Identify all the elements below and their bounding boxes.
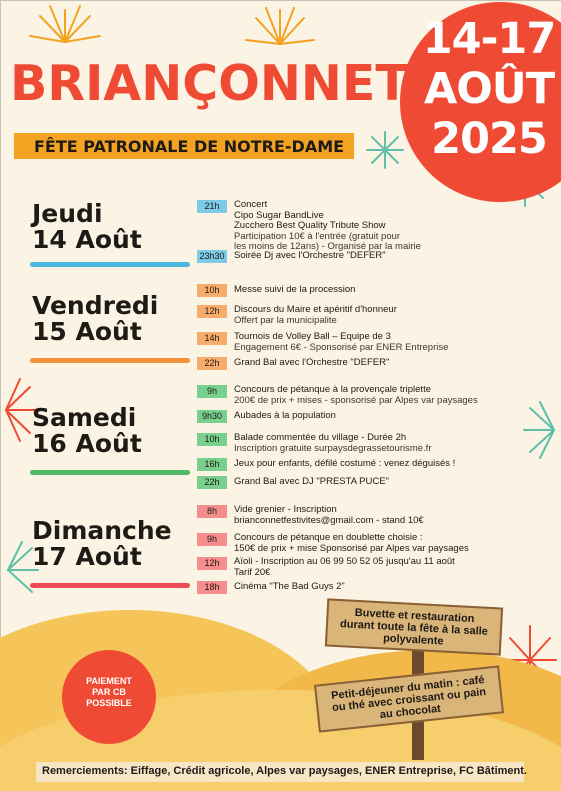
day-heading-dimanche (32, 518, 172, 570)
day-heading-samedi (32, 405, 142, 457)
frame-top (0, 0, 561, 1)
event-text (234, 477, 554, 488)
event-line: Grand Bal avec DJ "PRESTA PUCE" (234, 476, 389, 487)
date-year: 2025 (431, 114, 547, 164)
event-text (234, 332, 554, 353)
event-text (234, 557, 554, 578)
event-text (234, 505, 554, 526)
day-date: 17 Août (32, 542, 142, 571)
time-tag: 12h (197, 305, 227, 318)
event-line: Aïoli - Inscription au 06 99 50 52 05 jusqu'au 11 août (234, 556, 455, 567)
event-subline: les moins de 12ans) - Organisé par la mairie (234, 241, 421, 252)
time-tag: 22h (197, 357, 227, 370)
day-underline-vendredi (30, 358, 190, 363)
sign-buvette-text: Buvette et restauration durant toute la fête à la salle polyvalente (339, 606, 489, 648)
payment-badge (62, 650, 156, 744)
day-underline-samedi (30, 470, 190, 475)
event-text (234, 582, 554, 593)
date-month: AOÛT (423, 64, 555, 114)
event-line: Soirée Dj avec l'Orchestre "DEFER" (234, 250, 386, 261)
day-date: 14 Août (32, 225, 142, 254)
thanks-text: Remerciements: Eiffage, Crédit agricole, Alpes var paysages, ENER Entreprise, FC Bâtiment. (42, 765, 527, 777)
day-name: Dimanche (32, 516, 172, 545)
event-subline: Participation 10€ à l'entrée (gratuit pour (234, 230, 401, 242)
time-tag: 23h30 (197, 250, 227, 263)
day-name: Vendredi (32, 291, 159, 320)
event-subline: Inscription gratuite surpaysdegrassetourisme.fr (234, 442, 432, 454)
event-text (234, 251, 554, 262)
event-line: Concours de pétanque en doublette choisie : (234, 532, 423, 543)
time-tag: 14h (197, 332, 227, 345)
event-text (234, 305, 554, 326)
day-underline-jeudi (30, 262, 190, 267)
sign-petit-dejeuner-text: Petit-déjeuner du matin : café ou thé avec croissant ou pain au chocolat (330, 674, 487, 722)
poster-title: BRIANÇONNET (10, 55, 409, 112)
badge-line: PAIEMENT (86, 676, 132, 686)
event-line: Cinéma "The Bad Guys 2" (234, 581, 345, 592)
firework-title-right-icon (365, 130, 405, 170)
badge-line: POSSIBLE (86, 698, 132, 708)
event-subline: Engagement 6€ - Sponsorisé par ENER Entreprise (234, 341, 449, 353)
day-date: 15 Août (32, 317, 142, 346)
time-tag: 9h30 (197, 410, 227, 423)
day-date: 16 Août (32, 429, 142, 458)
event-line: Messe suivi de la procession (234, 284, 356, 295)
time-tag: 16h (197, 458, 227, 471)
day-underline-dimanche (30, 583, 190, 588)
badge-line: PAR CB (92, 687, 126, 697)
event-line: Tarif 20€ (234, 566, 271, 578)
event-line: Discours du Maire et apéritif d'honneur (234, 304, 397, 315)
event-line: 150€ de prix + mise Sponsorisé par Alpes var paysages (234, 542, 469, 554)
event-text (234, 385, 554, 406)
time-tag: 10h (197, 433, 227, 446)
event-line: Tournois de Volley Ball – Equipe de 3 (234, 331, 391, 342)
event-text (234, 411, 554, 422)
day-name: Jeudi (32, 199, 103, 228)
event-line: Concours de pétanque à la provençale triplette (234, 384, 431, 395)
event-line: Vide grenier - Inscription (234, 504, 337, 515)
firework-top-left-icon (20, 2, 110, 62)
event-line: Jeux pour enfants, défilé costumé : venez déguisés ! (234, 458, 456, 469)
event-text (234, 358, 554, 369)
time-tag: 9h (197, 385, 227, 398)
event-subline: 200€ de prix + mises - sponsorisé par Alpes var paysages (234, 394, 478, 406)
event-line: brianconnetfestivites@gmail.com - stand 10€ (234, 514, 424, 526)
event-line: Concert (234, 199, 268, 210)
event-line: Grand Bal avec l'Orchestre "DEFER" (234, 357, 390, 368)
event-dates (420, 14, 558, 164)
event-text (234, 459, 554, 470)
event-subline: Offert par la municipalite (234, 314, 337, 326)
time-tag: 8h (197, 505, 227, 518)
day-name: Samedi (32, 403, 137, 432)
day-heading-vendredi (32, 293, 158, 345)
time-tag: 12h (197, 557, 227, 570)
time-tag: 18h (197, 581, 227, 594)
time-tag: 22h (197, 476, 227, 489)
date-range: 14-17 (422, 14, 556, 64)
sign-buvette (325, 598, 503, 655)
event-text (234, 200, 554, 253)
event-text (234, 533, 554, 554)
event-line: Aubades à la population (234, 410, 336, 421)
time-tag: 21h (197, 200, 227, 213)
day-heading-jeudi (32, 201, 142, 253)
event-line: Zucchero Best Quality Tribute Show (234, 220, 386, 231)
time-tag: 9h (197, 533, 227, 546)
event-line: Cipo Sugar BandLive (234, 209, 324, 221)
event-text (234, 285, 554, 296)
poster-subtitle: FÊTE PATRONALE DE NOTRE-DAME (34, 137, 345, 156)
event-text (234, 433, 554, 454)
time-tag: 10h (197, 284, 227, 297)
event-line: Balade commentée du village - Durée 2h (234, 432, 407, 443)
